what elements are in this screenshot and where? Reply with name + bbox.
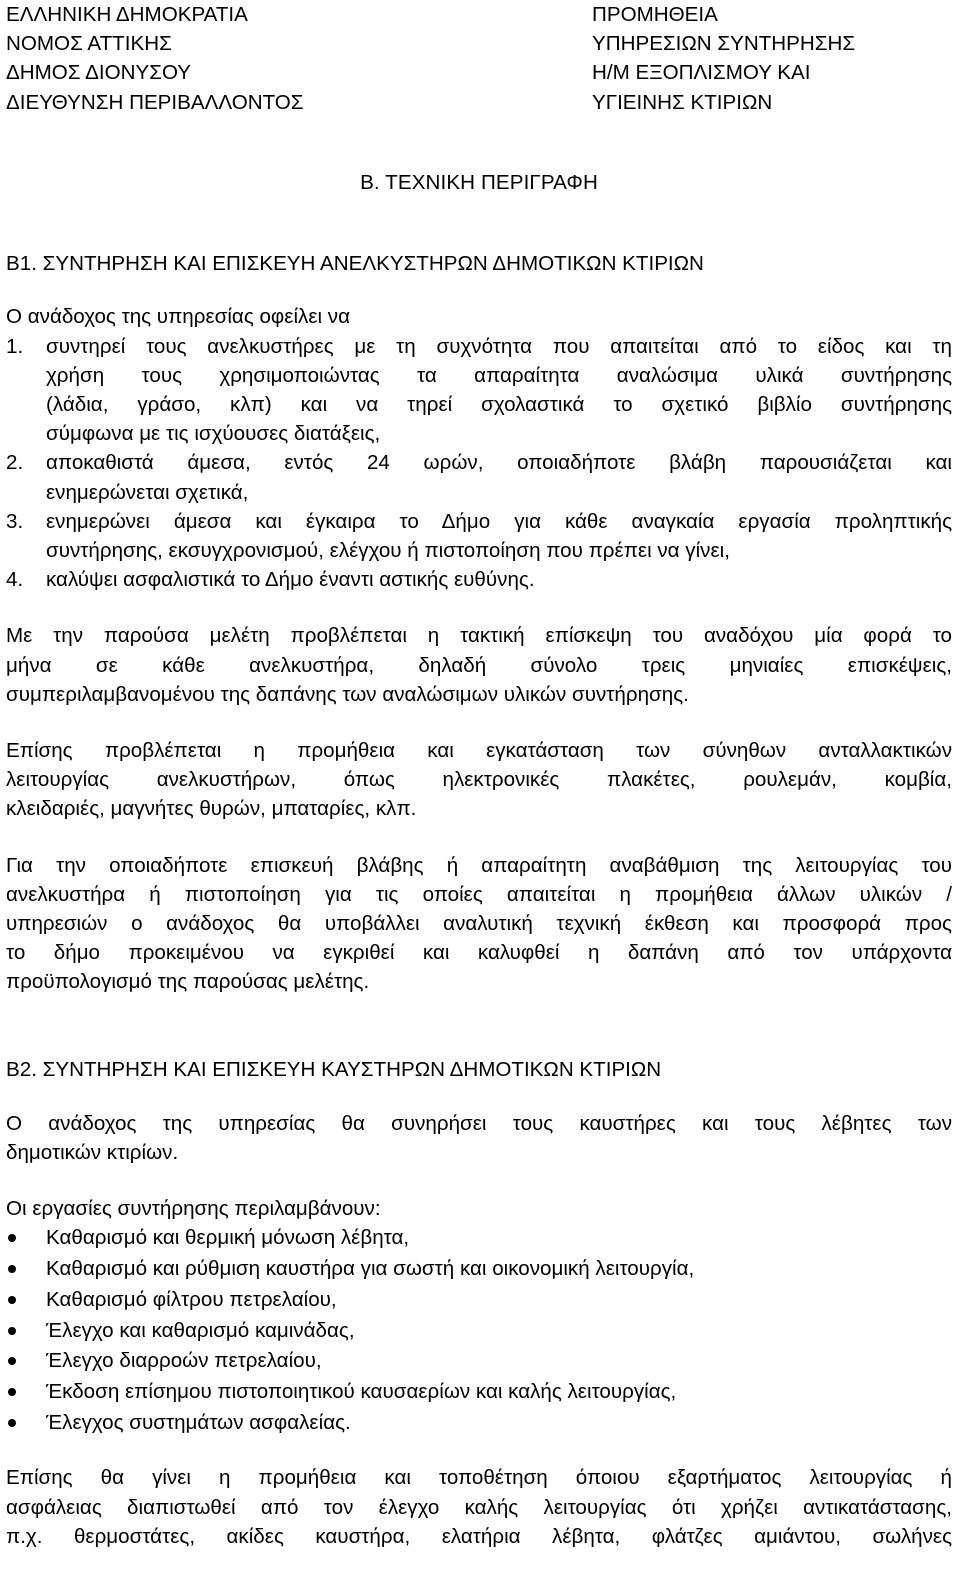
item-number: 2. [6, 451, 24, 475]
bullet-icon [8, 1265, 16, 1273]
b2-works-list [6, 1223, 952, 1438]
paragraph-line: Για την οποιαδήποτε επισκευή βλάβης ή απαραίτητη αναβάθμιση της λειτουργίας του [6, 853, 952, 877]
paragraph-line: Επίσης θα γίνει η προμήθεια και τοποθέτηση όποιου εξαρτήματος λειτουργίας ή [6, 1466, 952, 1490]
paragraph-line: υπηρεσιών ο ανάδοχος θα υποβάλλει αναλυτική τεχνική έκθεση και προσφορά προς [6, 912, 952, 936]
item-text-line: καλύψει ασφαλιστικά το Δήμο έναντι αστικής ευθύνης. [46, 568, 535, 592]
issuer-line: ΔΙΕΥΘΥΝΣΗ ΠΕΡΙΒΑΛΛΟΝΤΟΣ [6, 90, 304, 114]
b1-obligations-list [6, 332, 952, 595]
bullet-text: Έλεγχο και καθαρισμό καμινάδας, [46, 1318, 355, 1342]
paragraph-line: Επίσης προβλέπεται η προμήθεια και εγκατάσταση των σύνηθων ανταλλακτικών [6, 739, 952, 763]
paragraph-line: Με την παρούσα μελέτη προβλέπεται η τακτική επίσκεψη του αναδόχου μία φορά το [6, 624, 952, 648]
paragraph-line: ασφάλειας διαπιστωθεί από τον έλεγχο καλής λειτουργίας ότι χρήζει αντικατάστασης, [6, 1495, 952, 1519]
bullet-text: Έλεγχο διαρροών πετρελαίου, [46, 1349, 322, 1373]
item-text-line: ενημερώνεται σχετικά, [46, 480, 249, 504]
bullet-text: Καθαρισμό και θερμική μόνωση λέβητα, [46, 1226, 410, 1250]
list-item [6, 448, 952, 506]
item-number: 4. [6, 568, 24, 592]
paragraph-line: μήνα σε κάθε ανελκυστήρα, δηλαδή σύνολο τρεις μηνιαίες επισκέψεις, [6, 653, 952, 677]
bullet-text: Καθαρισμό και ρύθμιση καυστήρα για σωστή και οικονομική λειτουργία, [46, 1257, 695, 1281]
bullet-icon [8, 1357, 16, 1365]
b2-works-intro: Οι εργασίες συντήρησης περιλαμβάνουν: [6, 1197, 381, 1221]
section-title: Β. ΤΕΧΝΙΚΗ ΠΕΡΙΓΡΑΦΗ [360, 171, 598, 194]
item-number: 1. [6, 334, 24, 358]
b2-intro [6, 1109, 952, 1167]
list-item [6, 1377, 952, 1408]
project-block [592, 0, 952, 116]
bullet-icon [8, 1234, 16, 1242]
paragraph-line: ανελκυστήρα ή πιστοποίηση για τις οποίες απαιτείται η προμήθεια άλλων υλικών / [6, 882, 952, 906]
paragraph-line: λειτουργίας ανελκυστήρων, όπως ηλεκτρονικές πλακέτες, ρουλεμάν, κομβία, [6, 768, 952, 792]
project-line: Η/Μ ΕΞΟΠΛΙΣΜΟΥ ΚΑΙ [592, 61, 811, 85]
list-item [6, 1316, 952, 1347]
b1-paragraph-visits [6, 621, 952, 709]
list-item [6, 565, 952, 594]
paragraph-line: δημοτικών κτιρίων. [6, 1141, 179, 1165]
b2-paragraph-parts [6, 1463, 952, 1551]
item-text-line: ενημερώνει άμεσα και έγκαιρα το Δήμο για κάθε αναγκαία εργασία προληπτικής [46, 509, 952, 533]
item-number: 3. [6, 509, 24, 533]
item-text-line: χρήση τους χρησιμοποιώντας τα απαραίτητα αναλώσιμα υλικά συντήρησης [46, 363, 952, 387]
list-item [6, 332, 952, 449]
bullet-icon [8, 1327, 16, 1335]
item-text-line: συντήρησης, εκσυγχρονισμού, ελέγχου ή πιστοποίηση που πρέπει να γίνει, [46, 539, 730, 563]
bullet-icon [8, 1419, 16, 1427]
bullet-text: Έκδοση επίσημου πιστοποιητικού καυσαερίων και καλής λειτουργίας, [46, 1379, 677, 1403]
list-item [6, 1254, 952, 1285]
b1-paragraph-repairs [6, 851, 952, 997]
bullet-text: Καθαρισμό φίλτρου πετρελαίου, [46, 1287, 337, 1311]
b1-intro: Ο ανάδοχος της υπηρεσίας οφείλει να [6, 305, 350, 329]
issuer-line: ΝΟΜΟΣ ΑΤΤΙΚΗΣ [6, 32, 172, 56]
item-text-line: σύμφωνα με τις ισχύουσες διατάξεις, [46, 422, 381, 446]
bullet-icon [8, 1296, 16, 1304]
list-item [6, 1346, 952, 1377]
document-page [6, 0, 952, 1551]
project-line: ΥΠΗΡΕΣΙΩΝ ΣΥΝΤΗΡΗΣΗΣ [592, 32, 856, 56]
issuer-block [6, 0, 566, 116]
b2-heading: Β2. ΣΥΝΤΗΡΗΣΗ ΚΑΙ ΕΠΙΣΚΕΥΗ ΚΑΥΣΤΗΡΩΝ ΔΗΜΟΤΙΚΩΝ ΚΤΙΡΙΩΝ [6, 1057, 662, 1081]
list-item [6, 1223, 952, 1254]
item-text-line: (λάδια, γράσο, κλπ) και να τηρεί σχολαστικά το σχετικό βιβλίο συντήρησης [46, 393, 952, 417]
paragraph-line: το δήμο προκειμένου να εγκριθεί και καλυφθεί η δαπάνη από τον υπάρχοντα [6, 941, 952, 965]
list-item [6, 507, 952, 565]
bullet-text: Έλεγχος συστημάτων ασφαλείας. [46, 1410, 351, 1434]
item-text-line: αποκαθιστά άμεσα, εντός 24 ωρών, οποιαδήποτε βλάβη παρουσιάζεται και [46, 451, 952, 475]
item-text-line: συντηρεί τους ανελκυστήρες με τη συχνότητα που απαιτείται από το είδος και τη [46, 334, 952, 358]
issuer-line: ΔΗΜΟΣ ΔΙΟΝΥΣΟΥ [6, 61, 192, 85]
b1-paragraph-spares [6, 736, 952, 824]
project-line: ΥΓΙΕΙΝΗΣ ΚΤΙΡΙΩΝ [592, 90, 773, 114]
paragraph-line: συμπεριλαμβανομένου της δαπάνης των αναλώσιμων υλικών συντήρησης. [6, 682, 689, 706]
bullet-icon [8, 1388, 16, 1396]
document-header [6, 0, 952, 116]
list-item [6, 1408, 952, 1439]
project-line: ΠΡΟΜΗΘΕΙΑ [592, 3, 718, 26]
list-item [6, 1285, 952, 1316]
paragraph-line: κλειδαριές, μαγνήτες θυρών, μπαταρίες, κλπ. [6, 797, 417, 821]
paragraph-line: π.χ. θερμοστάτες, ακίδες καυστήρα, ελατήρια λέβητα, φλάτζες αμιάντου, σωλήνες [6, 1524, 952, 1548]
paragraph-line: Ο ανάδοχος της υπηρεσίας θα συνηρήσει τους καυστήρες και τους λέβητες των [6, 1111, 952, 1135]
paragraph-line: προϋπολογισμό της παρούσας μελέτης. [6, 970, 370, 994]
b1-heading: Β1. ΣΥΝΤΗΡΗΣΗ ΚΑΙ ΕΠΙΣΚΕΥΗ ΑΝΕΛΚΥΣΤΗΡΩΝ ΔΗΜΟΤΙΚΩΝ ΚΤΙΡΙΩΝ [6, 252, 704, 276]
issuer-line: ΕΛΛΗΝΙΚΗ ΔΗΜΟΚΡΑΤΙΑ [6, 3, 248, 26]
